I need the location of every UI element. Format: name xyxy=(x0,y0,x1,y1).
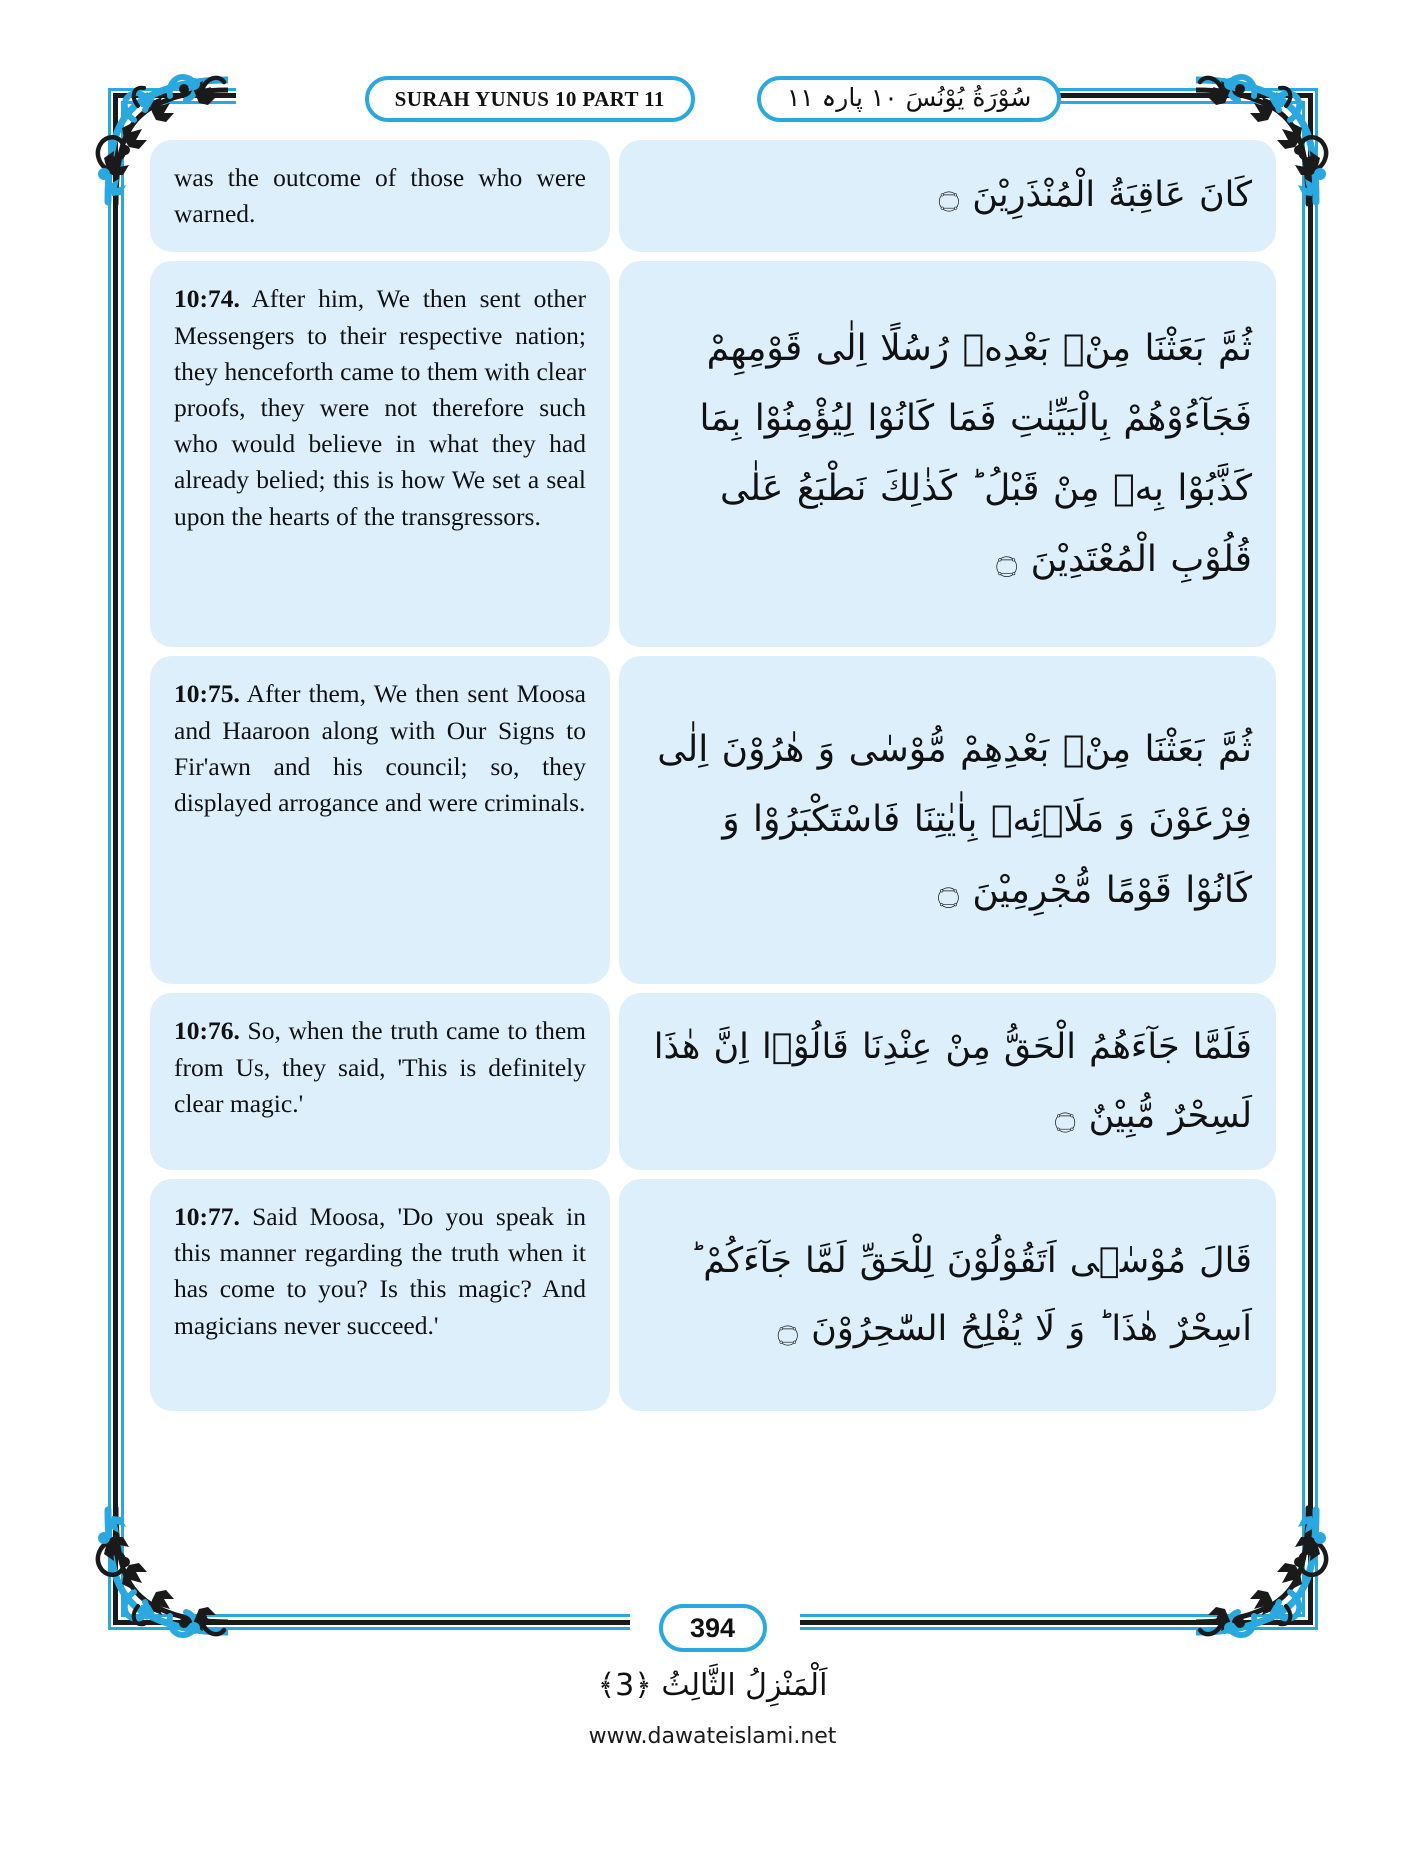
verse-row xyxy=(150,656,1276,984)
verse-arabic-text: ثُمَّ بَعَثْنَا مِنْۢ بَعْدِهٖ رُسُلًا اِلٰى قَوْمِهِمْ فَجَآءُوْهُمْ بِالْبَيِّنٰتِ فَمَا كَانُوْا لِيُؤْمِنُوْا بِمَا كَذَّبُوْا بِهٖ مِنْ قَبْلُ ؕ كَذٰلِكَ نَطْبَعُ عَلٰى قُلُوْبِ الْمُعْتَدِيْنَ ۝ xyxy=(699,328,1252,580)
verse-english-body: Said Moosa, 'Do you speak in this manner regarding the truth when it has come to you? Is this magic? And magicians never succeed.' xyxy=(174,1201,587,1340)
verse-translation-text xyxy=(174,1013,586,1122)
verse-row xyxy=(150,140,1276,252)
verse-number: 10:75. xyxy=(174,679,240,709)
verse-translation-text xyxy=(174,676,586,821)
verse-translation-text xyxy=(174,1199,586,1344)
verse-number: 10:74. xyxy=(174,284,240,314)
verse-translation-panel xyxy=(150,1179,610,1411)
verse-arabic-panel xyxy=(619,261,1276,647)
verse-translation-text xyxy=(174,160,586,232)
verse-english-body: After them, We then sent Moosa and Haaroon along with Our Signs to Fir'awn and his council; so, they displayed arrogance and were criminals. xyxy=(174,679,586,818)
verse-arabic-text: كَانَ عَاقِبَةُ الْمُنْذَرِيْنَ ۝ xyxy=(938,175,1252,216)
verse-arabic-panel xyxy=(619,140,1276,252)
verse-arabic-panel xyxy=(619,993,1276,1170)
verse-arabic-text: ثُمَّ بَعَثْنَا مِنْۢ بَعْدِهِمْ مُّوْسٰى وَ هٰرُوْنَ اِلٰى فِرْعَوْنَ وَ مَلَاۡئِهٖ بِاٰيٰتِنَا فَاسْتَكْبَرُوْا وَ كَانُوْا قَوْمًا مُّجْرِمِيْنَ ۝ xyxy=(657,729,1252,911)
verse-translation-panel xyxy=(150,993,610,1170)
verse-arabic-panel xyxy=(619,656,1276,984)
header-title-english: SURAH YUNUS 10 PART 11 xyxy=(394,86,665,111)
verse-number: 10:77. xyxy=(174,1201,240,1231)
verse-arabic-text: فَلَمَّا جَآءَهُمُ الْحَقُّ مِنْ عِنْدِنَا قَالُوْۤا اِنَّ هٰذَا لَسِحْرٌ مُّبِيْنٌ ۝ xyxy=(653,1027,1252,1136)
page-header xyxy=(108,76,1318,122)
verse-english-body: After him, We then sent other Messengers to their respective nation; they henceforth came to them with clear proofs, they were not therefore such who would believe in what they had already belied; this is how We set a seal upon the hearts of the transgressors. xyxy=(174,284,586,531)
verse-translation-panel xyxy=(150,656,610,984)
verse-row xyxy=(150,993,1276,1170)
page-number-badge: 394 xyxy=(659,1604,767,1652)
header-surah-title-capsule-en xyxy=(365,76,695,122)
verse-row xyxy=(150,261,1276,647)
verse-row xyxy=(150,1179,1276,1411)
verse-list xyxy=(150,140,1276,1586)
verse-translation-panel xyxy=(150,261,610,647)
verse-arabic-panel xyxy=(619,1179,1276,1411)
verse-english-body: was the outcome of those who were warned. xyxy=(174,163,586,229)
verse-number: 10:76. xyxy=(174,1016,240,1046)
website-url[interactable]: www.dawateislami.net xyxy=(588,1724,837,1749)
verse-translation-panel xyxy=(150,140,610,252)
verse-arabic-text: قَالَ مُوْسٰۤى اَتَقُوْلُوْنَ لِلْحَقِّ لَمَّا جَآءَكُمْ ؕ اَسِحْرٌ هٰذَا ؕ وَ لَا يُفْلِحُ السّٰحِرُوْنَ ۝ xyxy=(690,1240,1252,1349)
manzil-label: اَلْمَنْزِلُ الثَّالِثُ ﴿3﴾ xyxy=(597,1668,828,1703)
verse-translation-text xyxy=(174,281,586,534)
page-number-container xyxy=(0,1604,1425,1652)
header-title-arabic: سُوْرَةُ یُوْنُسَ ۱۰ پارہ ۱۱ xyxy=(786,82,1032,112)
header-surah-title-capsule-ar xyxy=(757,76,1062,122)
verse-english-body: So, when the truth came to them from Us, they said, 'This is definitely clear magic.' xyxy=(174,1016,587,1118)
